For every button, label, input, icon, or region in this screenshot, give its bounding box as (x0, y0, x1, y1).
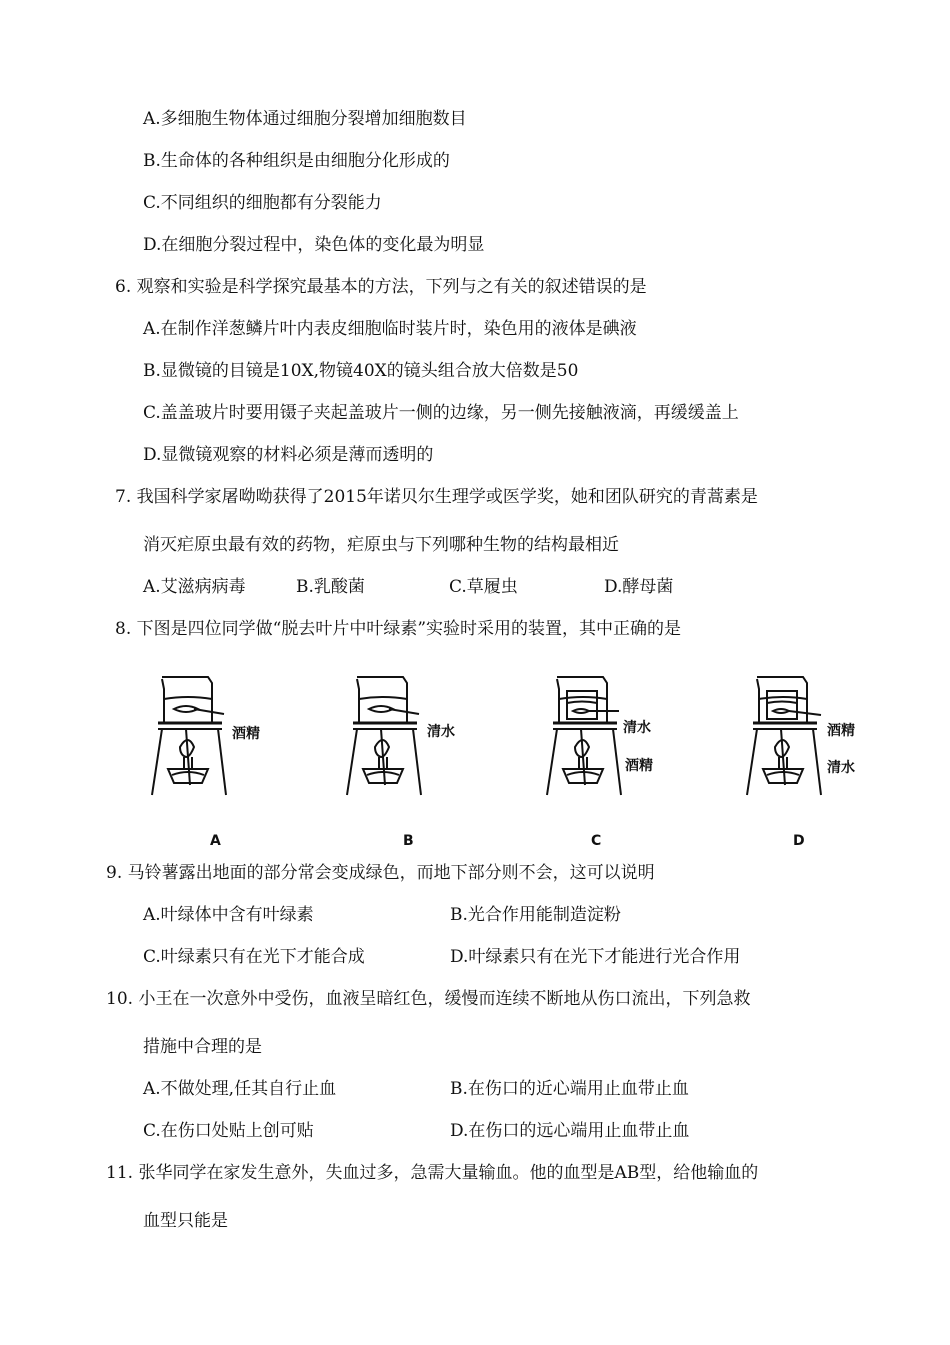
q6-stem: 6. 观察和实验是科学探究最基本的方法，下列与之有关的叙述错误的是 (115, 277, 647, 297)
q5-option-c: C.不同组织的细胞都有分裂能力 (143, 193, 382, 213)
apparatus-b-label: 清水 (427, 724, 455, 740)
q9-option-c: C.叶绿素只有在光下才能合成 (143, 947, 365, 967)
q9-option-d: D.叶绿素只有在光下才能进行光合作用 (450, 947, 741, 967)
q7-option-a: A.艾滋病病毒 (143, 577, 246, 597)
q6-option-d: D.显微镜观察的材料必须是薄而透明的 (143, 445, 434, 465)
apparatus-c-inner-label: 清水 (623, 720, 651, 736)
apparatus-c-letter: C (591, 833, 602, 845)
apparatus-c (545, 665, 715, 845)
q7-option-b: B.乳酸菌 (296, 577, 365, 597)
q10-option-b: B.在伤口的近心端用止血带止血 (450, 1079, 689, 1099)
q9-option-b: B.光合作用能制造淀粉 (450, 905, 621, 925)
apparatus-d-inner-label: 酒精 (827, 723, 855, 739)
q9-stem: 9. 马铃薯露出地面的部分常会变成绿色，而地下部分则不会，这可以说明 (106, 863, 655, 883)
apparatus-d-letter: D (793, 833, 805, 845)
q7-stem-line2: 消灭疟原虫最有效的药物，疟原虫与下列哪种生物的结构最相近 (143, 535, 619, 555)
q10-stem-line2: 措施中合理的是 (143, 1037, 262, 1057)
q10-option-a: A.不做处理,任其自行止血 (143, 1079, 337, 1099)
apparatus-d (745, 665, 915, 845)
q5-option-b: B.生命体的各种组织是由细胞分化形成的 (143, 151, 450, 171)
apparatus-d-outer-label: 清水 (827, 760, 855, 776)
q5-option-a: A.多细胞生物体通过细胞分裂增加细胞数目 (143, 109, 467, 129)
apparatus-a-label: 酒精 (232, 726, 260, 742)
q8-apparatus-figure (140, 665, 880, 845)
apparatus-c-outer-label: 酒精 (625, 758, 653, 774)
q10-option-d: D.在伤口的远心端用止血带止血 (450, 1121, 690, 1141)
q6-option-c: C.盖盖玻片时要用镊子夹起盖玻片一侧的边缘，另一侧先接触液滴，再缓缓盖上 (143, 403, 739, 423)
q10-stem-line1: 10. 小王在一次意外中受伤，血液呈暗红色，缓慢而连续不断地从伤口流出，下列急救 (106, 989, 751, 1009)
q6-option-a: A.在制作洋葱鳞片叶内表皮细胞临时装片时，染色用的液体是碘液 (143, 319, 637, 339)
q9-option-a: A.叶绿体中含有叶绿素 (143, 905, 314, 925)
apparatus-b-letter: B (403, 833, 414, 845)
q7-stem-line1: 7. 我国科学家屠呦呦获得了2015年诺贝尔生理学或医学奖，她和团队研究的青蒿素是 (115, 487, 758, 507)
apparatus-c-drawing (545, 665, 715, 835)
q7-option-c: C.草履虫 (449, 577, 518, 597)
apparatus-a-drawing (150, 665, 320, 835)
q8-stem: 8. 下图是四位同学做“脱去叶片中叶绿素”实验时采用的装置，其中正确的是 (115, 619, 682, 639)
apparatus-b-drawing (345, 665, 515, 835)
apparatus-d-drawing (745, 665, 915, 835)
apparatus-a-letter: A (210, 833, 221, 845)
q6-option-b: B.显微镜的目镜是10X,物镜40X的镜头组合放大倍数是50 (143, 361, 579, 381)
q11-stem-line1: 11. 张华同学在家发生意外，失血过多，急需大量输血。他的血型是AB型，给他输血的 (106, 1163, 759, 1183)
apparatus-a (150, 665, 320, 845)
q10-option-c: C.在伤口处贴上创可贴 (143, 1121, 314, 1141)
q5-option-d: D.在细胞分裂过程中，染色体的变化最为明显 (143, 235, 485, 255)
q11-stem-line2: 血型只能是 (143, 1211, 228, 1231)
q7-option-d: D.酵母菌 (604, 577, 674, 597)
apparatus-b (345, 665, 515, 845)
